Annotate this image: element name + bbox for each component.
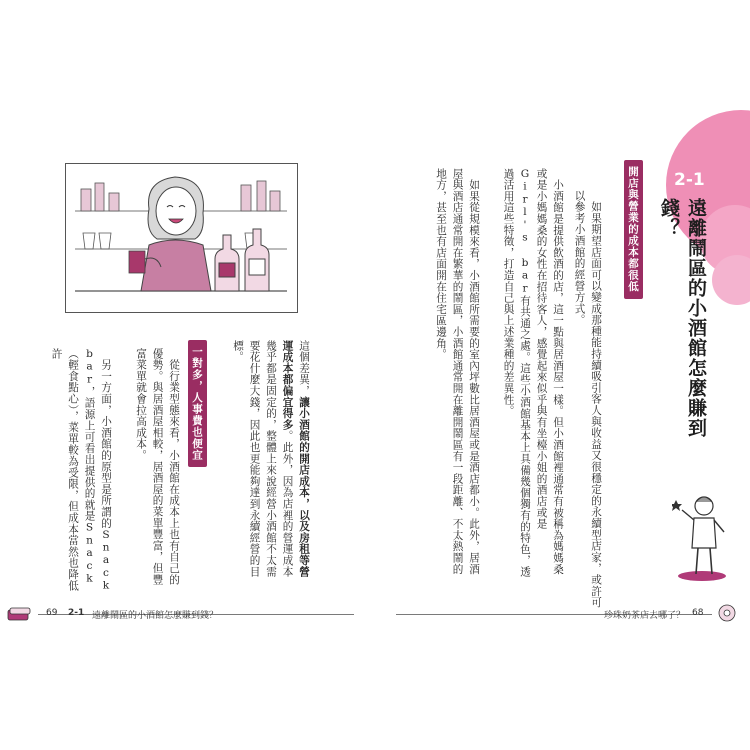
- right-paragraph-3: 如果從規模來看，小酒館所需要的室內坪數比居酒屋或是酒店都小。此外，居酒屋與酒店通常開在繁華的鬧區，小酒館通常開在離開鬧區有一段距離、不太熱鬧的地方，甚至也有店面開在住宅區邊角。: [435, 168, 480, 575]
- left-intro-paragraph: [232, 340, 312, 586]
- chapter-title: 遠離鬧區的小酒館怎麼賺到錢？: [658, 198, 707, 438]
- left-intro-bold: 讓小酒館的開店成本，以及房租等營運成本都偏宜得多: [281, 340, 310, 578]
- hostess-illustration: [65, 163, 298, 313]
- left-paragraph-1: 從行業型態來看，小酒館在成本上也有自己的優勢。與居酒屋相較，居酒屋的菜單豐富，但豐富菜單就會拉高成本。: [135, 348, 180, 586]
- right-paragraph-2: 小酒館是提供飲酒的店，這一點與居酒屋一樣。但小酒館裡通常有被稱為媽媽桑或是小媽媽桑的女性在招待客人，感覺起來似乎與有坐檯小姐的酒店或是Girl's bar有共通之處。這些小酒館基本上具備幾個獨有的特色，透過活用這些特徵，打造自己與上述業種的差異性。: [502, 168, 564, 578]
- footer-left-page-number: 69: [46, 608, 58, 618]
- right-paragraph-1: 如果期望店面可以變成那種能持續吸引客人與收益又很穩定的永續型店家，或許可以參考小酒館的經營方式。: [573, 190, 602, 609]
- footer-right-page-number: 68: [692, 608, 704, 618]
- bread-icon: [6, 604, 34, 624]
- left-paragraph-2: 另一方面，小酒館的原型是所謂的Snack bar，語源上可看出提供的就是Snack（輕食點心），菜單較為受限，但成本當然也降低許: [50, 348, 112, 593]
- chapter-number: 2-1: [674, 170, 705, 190]
- donut-icon: [717, 603, 737, 623]
- left-intro-rest: 。此外，因為店裡的營運成本幾乎都是固定的，整體上來說經營小酒館不太需要花什麼大錢，因此也更能夠達到永續經營的目標。: [232, 340, 294, 578]
- left-intro-plain: 這個差異，: [298, 340, 310, 397]
- footer-left-chapter: 2-1: [68, 608, 85, 618]
- section-label-low-cost: 開店與營業的成本都很低: [624, 160, 643, 299]
- person-illustration: [672, 490, 732, 582]
- footer-left-title: 遠離鬧區的小酒館怎麼賺到錢？: [92, 611, 219, 621]
- section-label-personnel: 一對多，人事費也便宜: [188, 340, 207, 467]
- footer-right-title: 珍珠奶茶店去哪了？: [604, 611, 686, 621]
